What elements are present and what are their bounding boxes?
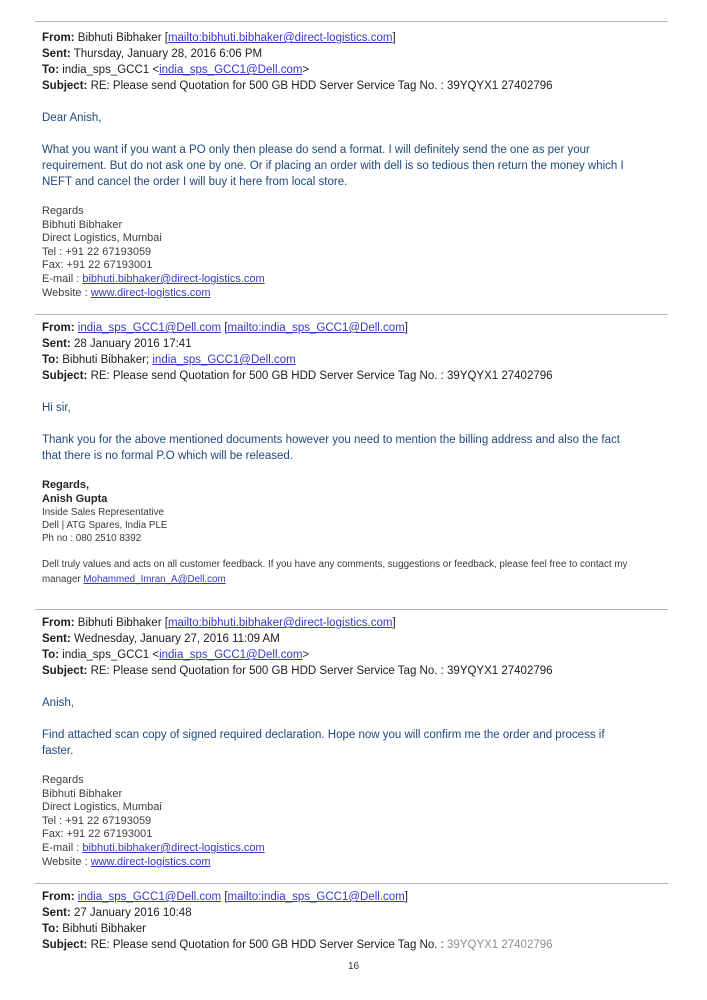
email-divider [35, 21, 668, 22]
header-line-subject [42, 368, 674, 384]
header-label-subject: Subject: [42, 80, 88, 92]
email-body-paragraph: Hi sir, [42, 402, 71, 414]
header-line-subject [42, 937, 674, 953]
email-header [42, 889, 674, 953]
header-text: RE: Please send Quotation for 500 GB HDD Server Service Tag No. : 39YQYX1 27402796 [87, 80, 553, 92]
header-line-subject [42, 663, 674, 679]
header-label-sent: Sent: [42, 48, 71, 60]
email-header [42, 320, 674, 384]
header-text: ] [392, 617, 396, 629]
email-message [42, 615, 674, 869]
header-line-from [42, 889, 674, 905]
header-line-sent [42, 905, 674, 921]
signature-block [42, 774, 674, 869]
header-line-sent [42, 631, 674, 647]
email-address-link[interactable]: india_sps_GCC1@Dell.com [77, 891, 222, 903]
header-text: ] [392, 32, 396, 44]
signature-detail-line: Ph no : 080 2510 8392 [42, 533, 142, 544]
signature-detail-line: Inside Sales Representative [42, 507, 164, 518]
email-address-link[interactable]: india_sps_GCC1@Dell.com [152, 354, 296, 366]
signature-line: Website : www.direct-logistics.com [42, 855, 211, 868]
header-text-faded: 39YQYX1 27402796 [447, 939, 553, 951]
header-text: [ [221, 891, 228, 903]
email-body-paragraph: What you want if you want a PO only then please do send a format. I will definitely send the one as per your requirement. But do not ask one by one. Or if placing an order with dell is so tedious then return the money which I NEFT and cancel the order I will buy it here from local store. [42, 144, 624, 188]
header-text: Bibhuti Bibhaker; [59, 354, 153, 366]
header-label-from: From: [42, 617, 75, 629]
feedback-disclaimer: Dell truly values and acts on all customer feedback. If you have any comments, suggestions or feedback, please feel free to contact my manager Mohammed_Imran_A@Dell.com [42, 559, 628, 585]
email-divider [35, 314, 668, 315]
header-line-to [42, 62, 674, 78]
header-text: Bibhuti Bibhaker [ [74, 32, 168, 44]
signature-line: Direct Logistics, Mumbai [42, 232, 162, 245]
signature-line: Tel : +91 22 67193059 [42, 814, 152, 827]
header-line-sent [42, 46, 674, 62]
email-message [42, 889, 674, 953]
header-label-subject: Subject: [42, 370, 88, 382]
header-text: Bibhuti Bibhaker [59, 923, 146, 935]
email-address-link[interactable]: india_sps_GCC1@Dell.com [159, 649, 303, 661]
email-body-paragraph: Thank you for the above mentioned documents however you need to mention the billing address and also the fact that there is no formal P.O which will be released. [42, 434, 620, 462]
header-label-to: To: [42, 923, 60, 935]
header-line-subject [42, 78, 674, 94]
signature-line: Bibhuti Bibhaker [42, 218, 123, 231]
header-line-sent [42, 336, 674, 352]
signature-line: E-mail : bibhuti.bibhaker@direct-logistics.com [42, 841, 265, 854]
signature-line: E-mail : bibhuti.bibhaker@direct-logistics.com [42, 272, 265, 285]
email-message [42, 320, 674, 587]
header-text: 28 January 2016 17:41 [70, 338, 192, 350]
header-text: ] [404, 891, 408, 903]
email-divider [35, 609, 668, 610]
header-text: Wednesday, January 27, 2016 11:09 AM [70, 633, 280, 645]
header-text: Bibhuti Bibhaker [ [74, 617, 168, 629]
signature-block [42, 205, 674, 300]
email-address-link[interactable]: mailto:bibhuti.bibhaker@direct-logistics.com [167, 617, 393, 629]
email-divider [35, 883, 668, 884]
header-text: RE: Please send Quotation for 500 GB HDD Server Service Tag No. : 39YQYX1 27402796 [87, 665, 553, 677]
header-text: RE: Please send Quotation for 500 GB HDD Server Service Tag No. : 39YQYX1 27402796 [87, 370, 553, 382]
signature-name-line: Regards, [42, 479, 90, 491]
header-label-sent: Sent: [42, 633, 71, 645]
header-text: RE: Please send Quotation for 500 GB HDD Server Service Tag No. : [87, 939, 448, 951]
page-number: 16 [347, 961, 360, 972]
header-line-from [42, 320, 674, 336]
header-label-subject: Subject: [42, 939, 88, 951]
header-text: india_sps_GCC1 < [59, 64, 160, 76]
header-label-to: To: [42, 354, 60, 366]
email-body-paragraph: Dear Anish, [42, 112, 102, 124]
email-address-link[interactable]: india_sps_GCC1@Dell.com [159, 64, 303, 76]
signature-line: Fax: +91 22 67193001 [42, 259, 153, 272]
header-text: Thursday, January 28, 2016 6:06 PM [70, 48, 263, 60]
header-line-from [42, 30, 674, 46]
header-line-from [42, 615, 674, 631]
header-label-to: To: [42, 64, 60, 76]
signature-line: Regards [42, 774, 84, 786]
header-text: > [302, 64, 310, 76]
signature-line: Website : www.direct-logistics.com [42, 286, 211, 299]
signature-name-line: Anish Gupta [42, 492, 108, 505]
signature-line: Bibhuti Bibhaker [42, 787, 123, 800]
header-label-sent: Sent: [42, 338, 71, 350]
header-label-sent: Sent: [42, 907, 71, 919]
email-body-paragraph: Anish, [42, 697, 74, 709]
header-text: ] [404, 322, 408, 334]
header-text: 27 January 2016 10:48 [70, 907, 192, 919]
header-text: [ [221, 322, 228, 334]
signature-line: Tel : +91 22 67193059 [42, 245, 152, 258]
website-link[interactable]: www.direct-logistics.com [90, 286, 211, 299]
header-text: india_sps_GCC1 < [59, 649, 160, 661]
email-address-link[interactable]: india_sps_GCC1@Dell.com [77, 322, 222, 334]
signature-line: Direct Logistics, Mumbai [42, 801, 162, 814]
header-label-subject: Subject: [42, 665, 88, 677]
signature-detail-line: Dell | ATG Spares, India PLE [42, 520, 168, 531]
header-label-from: From: [42, 891, 75, 903]
email-address-link[interactable]: mailto:bibhuti.bibhaker@direct-logistics.com [167, 32, 393, 44]
email-address-link[interactable]: mailto:india_sps_GCC1@Dell.com [227, 322, 405, 334]
header-label-to: To: [42, 649, 60, 661]
website-link[interactable]: www.direct-logistics.com [90, 855, 211, 868]
email-address-link[interactable]: mailto:india_sps_GCC1@Dell.com [227, 891, 405, 903]
email-message [42, 30, 674, 300]
header-label-from: From: [42, 32, 75, 44]
signature-line: Fax: +91 22 67193001 [42, 828, 153, 841]
email-address-link[interactable]: bibhuti.bibhaker@direct-logistics.com [82, 841, 265, 854]
signature-block [42, 479, 674, 587]
email-body-paragraph: Find attached scan copy of signed required declaration. Hope now you will confirm me the order and process if faster. [42, 729, 605, 757]
header-label-from: From: [42, 322, 75, 334]
signature-line: Regards [42, 205, 84, 217]
email-address-link[interactable]: bibhuti.bibhaker@direct-logistics.com [82, 272, 265, 285]
header-text: > [302, 649, 310, 661]
email-header [42, 30, 674, 94]
header-line-to [42, 921, 674, 937]
manager-email-link[interactable]: Mohammed_Imran_A@Dell.com [83, 574, 226, 585]
header-line-to [42, 352, 674, 368]
email-header [42, 615, 674, 679]
header-line-to [42, 647, 674, 663]
